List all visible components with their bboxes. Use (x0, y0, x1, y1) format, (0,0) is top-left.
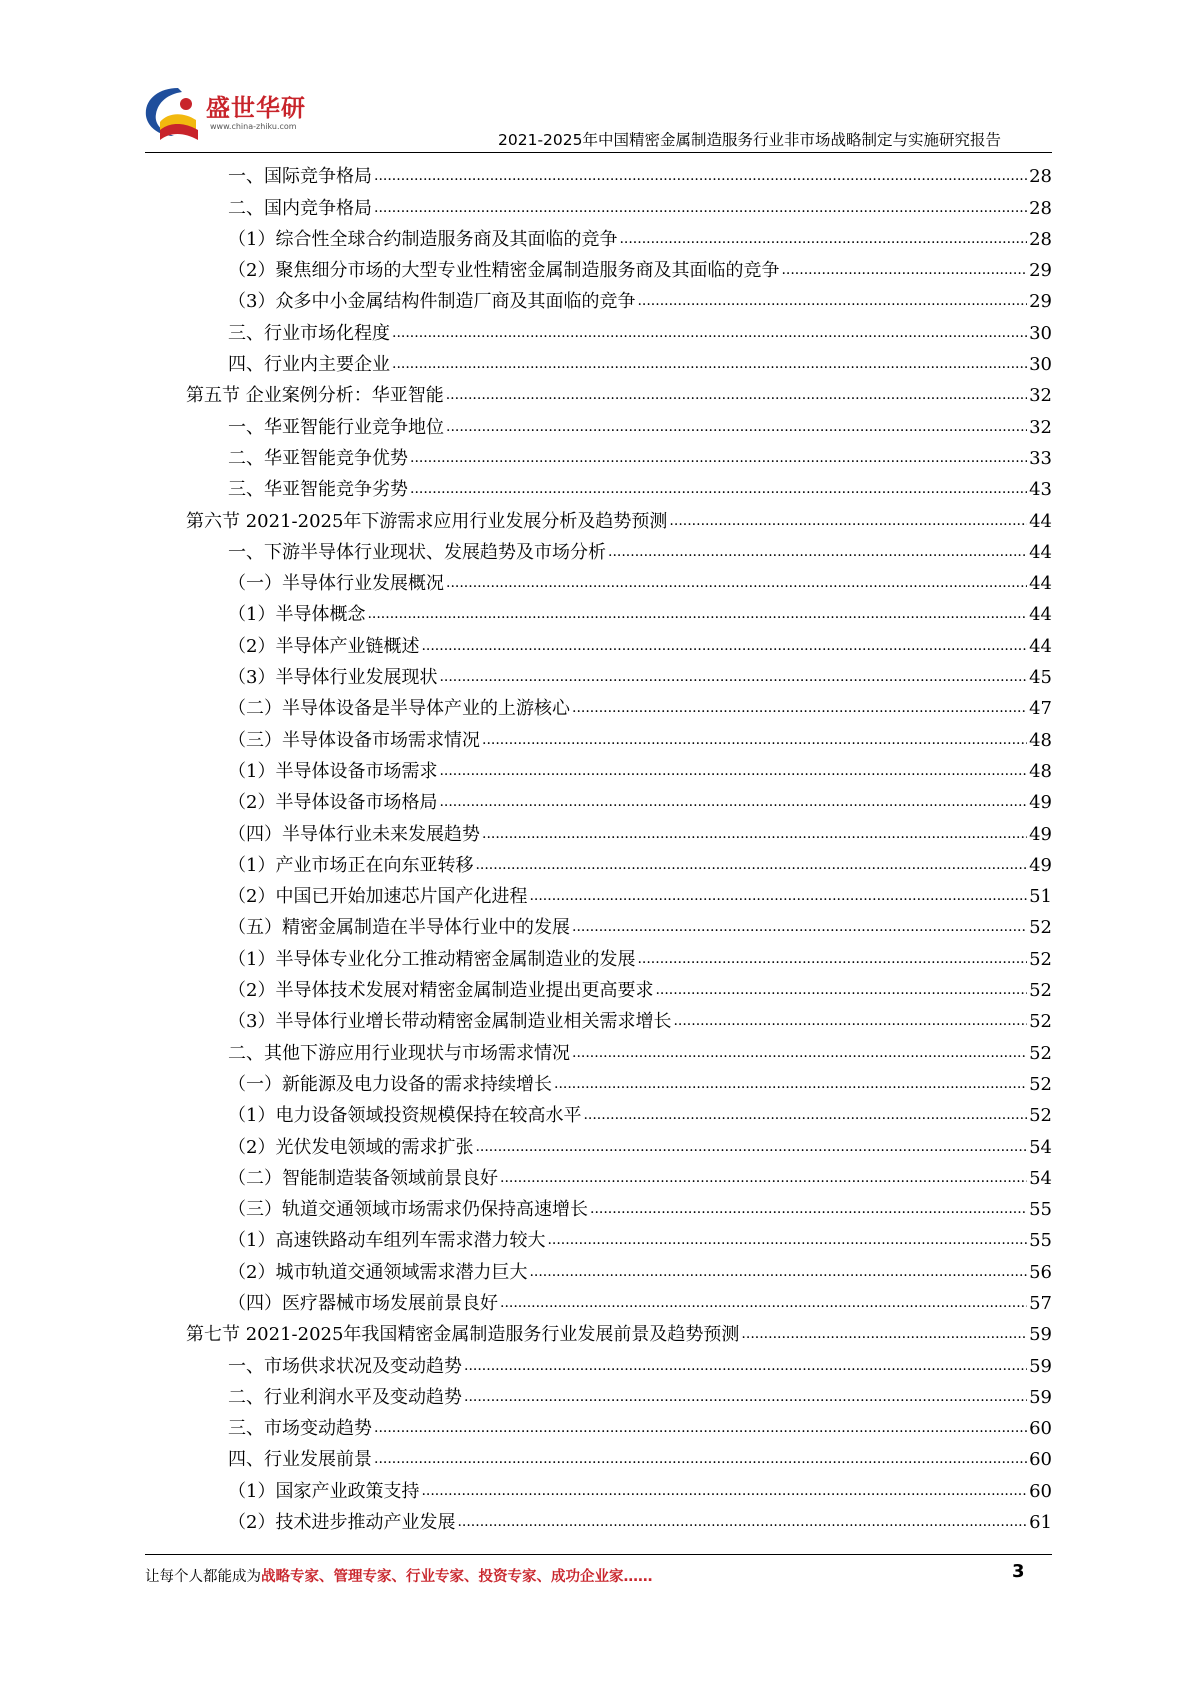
toc-entry[interactable] (186, 1288, 1052, 1319)
toc-entry-title: （1）半导体专业化分工推动精密金属制造业的发展 (228, 948, 636, 970)
toc-dot-leader (529, 881, 1027, 912)
toc-entry-page: 44 (1029, 604, 1052, 626)
toc-entry-title: 三、市场变动趋势 (228, 1418, 372, 1440)
toc-entry-title: 一、华亚智能行业竞争地位 (228, 416, 444, 438)
toc-entry-page: 30 (1029, 322, 1052, 344)
toc-entry-title: （2）城市轨道交通领域需求潜力巨大 (228, 1261, 528, 1283)
toc-dot-leader (367, 599, 1027, 630)
toc-entry-title: 一、市场供求状况及变动趋势 (228, 1355, 462, 1377)
toc-entry-page: 52 (1029, 1011, 1052, 1033)
toc-entry-page: 54 (1029, 1136, 1052, 1158)
toc-entry[interactable] (186, 286, 1052, 317)
toc-dot-leader (374, 193, 1027, 224)
toc-entry-title: （1）国家产业政策支持 (228, 1480, 420, 1502)
header-divider (145, 152, 1052, 153)
toc-entry[interactable] (186, 1444, 1052, 1475)
toc-entry[interactable] (186, 943, 1052, 974)
toc-entry-page: 52 (1029, 1073, 1052, 1095)
toc-entry-title: 四、行业发展前景 (228, 1449, 372, 1471)
toc-entry-page: 56 (1029, 1261, 1052, 1283)
toc-entry-title: （四）医疗器械市场发展前景良好 (228, 1292, 498, 1314)
toc-dot-leader (439, 787, 1027, 818)
toc-entry[interactable] (186, 474, 1052, 505)
toc-entry[interactable] (186, 411, 1052, 442)
toc-dot-leader (741, 1319, 1027, 1350)
toc-entry-page: 49 (1029, 823, 1052, 845)
toc-entry[interactable] (186, 881, 1052, 912)
toc-entry[interactable] (186, 1069, 1052, 1100)
toc-dot-leader (374, 1413, 1027, 1444)
company-logo (140, 82, 310, 148)
toc-entry-page: 57 (1029, 1292, 1052, 1314)
toc-entry[interactable] (186, 161, 1052, 192)
toc-dot-leader (669, 506, 1027, 537)
toc-entry[interactable] (186, 1319, 1052, 1350)
toc-entry-title: （2）中国已开始加速芯片国产化进程 (228, 886, 528, 908)
toc-entry-title: （2）技术进步推动产业发展 (228, 1512, 456, 1534)
slogan-prefix: 让每个人都能成为 (145, 1569, 261, 1585)
toc-entry[interactable] (186, 1006, 1052, 1037)
toc-entry-title: 第七节 2021-2025年我国精密金属制造服务行业发展前景及趋势预测 (186, 1324, 740, 1346)
toc-dot-leader (475, 850, 1027, 881)
toc-entry[interactable] (186, 662, 1052, 693)
toc-dot-leader (392, 349, 1027, 380)
toc-entry[interactable] (186, 1225, 1052, 1256)
toc-entry-title: （四）半导体行业未来发展趋势 (228, 823, 480, 845)
toc-entry-title: （五）精密金属制造在半导体行业中的发展 (228, 917, 570, 939)
toc-entry[interactable] (186, 443, 1052, 474)
toc-entry-title: 第六节 2021-2025年下游需求应用行业发展分析及趋势预测 (186, 510, 668, 532)
toc-entry-title: （1）综合性全球合约制造服务商及其面临的竞争 (228, 228, 618, 250)
toc-dot-leader (637, 944, 1027, 975)
toc-entry[interactable] (186, 1382, 1052, 1413)
logo-swirl-icon (140, 82, 210, 148)
toc-entry-page: 32 (1029, 385, 1052, 407)
toc-dot-leader (475, 1132, 1027, 1163)
toc-entry-title: 二、其他下游应用行业现状与市场需求情况 (228, 1042, 570, 1064)
toc-entry-page: 49 (1029, 792, 1052, 814)
toc-dot-leader (655, 975, 1027, 1006)
toc-dot-leader (464, 1351, 1027, 1382)
toc-entry-page: 60 (1029, 1480, 1052, 1502)
toc-entry[interactable] (186, 568, 1052, 599)
toc-entry-title: （2）半导体产业链概述 (228, 635, 420, 657)
toc-entry[interactable] (186, 1507, 1052, 1538)
table-of-contents (186, 161, 1052, 1538)
toc-dot-leader (392, 318, 1027, 349)
report-title: 2021-2025年中国精密金属制造服务行业非市场战略制定与实施研究报告 (498, 131, 1001, 149)
toc-entry-title: （3）半导体行业增长带动精密金属制造业相关需求增长 (228, 1011, 672, 1033)
toc-entry[interactable] (186, 224, 1052, 255)
toc-entry-page: 60 (1029, 1449, 1052, 1471)
toc-entry-page: 45 (1029, 667, 1052, 689)
toc-entry[interactable] (186, 1475, 1052, 1506)
toc-entry-page: 29 (1029, 260, 1052, 282)
toc-entry[interactable] (186, 787, 1052, 818)
toc-entry[interactable] (186, 724, 1052, 755)
toc-entry-page: 44 (1029, 541, 1052, 563)
toc-dot-leader (439, 756, 1027, 787)
toc-dot-leader (572, 912, 1027, 943)
toc-entry-title: （2）聚焦细分市场的大型专业性精密金属制造服务商及其面临的竞争 (228, 260, 780, 282)
toc-entry-title: （一）新能源及电力设备的需求持续增长 (228, 1073, 552, 1095)
toc-entry[interactable] (186, 1256, 1052, 1287)
toc-entry[interactable] (186, 599, 1052, 630)
toc-dot-leader (482, 725, 1027, 756)
logo-text: 盛世华研 (206, 94, 306, 122)
toc-dot-leader (421, 1476, 1027, 1507)
toc-dot-leader (500, 1288, 1027, 1319)
toc-dot-leader (446, 568, 1027, 599)
toc-entry-title: 一、下游半导体行业现状、发展趋势及市场分析 (228, 541, 606, 563)
toc-entry[interactable] (186, 1350, 1052, 1381)
toc-entry[interactable] (186, 1194, 1052, 1225)
toc-entry-title: （3）众多中小金属结构件制造厂商及其面临的竞争 (228, 291, 636, 313)
toc-entry-page: 55 (1029, 1230, 1052, 1252)
toc-entry-page: 28 (1029, 166, 1052, 188)
toc-dot-leader (410, 443, 1027, 474)
toc-dot-leader (446, 412, 1027, 443)
toc-entry-page: 48 (1029, 760, 1052, 782)
toc-entry-title: （1）产业市场正在向东亚转移 (228, 854, 474, 876)
toc-entry-title: （三）轨道交通领域市场需求仍保持高速增长 (228, 1199, 588, 1221)
toc-entry[interactable] (186, 756, 1052, 787)
toc-entry[interactable] (186, 380, 1052, 411)
toc-entry-title: （二）智能制造装备领域前景良好 (228, 1167, 498, 1189)
toc-dot-leader (608, 537, 1027, 568)
toc-entry-page: 52 (1029, 980, 1052, 1002)
toc-entry-page: 30 (1029, 354, 1052, 376)
toc-entry-page: 51 (1029, 886, 1052, 908)
toc-entry-page: 28 (1029, 197, 1052, 219)
toc-entry[interactable] (186, 349, 1052, 380)
toc-entry-page: 60 (1029, 1418, 1052, 1440)
toc-dot-leader (572, 1038, 1027, 1069)
toc-dot-leader (457, 1507, 1027, 1538)
toc-dot-leader (583, 1100, 1027, 1131)
toc-entry-page: 49 (1029, 854, 1052, 876)
toc-dot-leader (439, 662, 1027, 693)
footer-slogan (145, 1565, 653, 1586)
toc-entry-title: （1）电力设备领域投资规模保持在较高水平 (228, 1105, 582, 1127)
toc-entry-title: （1）半导体概念 (228, 604, 366, 626)
toc-dot-leader (637, 286, 1027, 317)
toc-dot-leader (464, 1382, 1027, 1413)
toc-entry-title: 三、行业市场化程度 (228, 322, 390, 344)
slogan-highlight: 战略专家、管理专家、行业专家、投资专家、成功企业家…… (261, 1569, 653, 1585)
toc-entry-title: 三、华亚智能竞争劣势 (228, 479, 408, 501)
toc-entry-page: 54 (1029, 1167, 1052, 1189)
toc-entry-page: 52 (1029, 948, 1052, 970)
toc-dot-leader (781, 255, 1027, 286)
toc-entry-title: 二、行业利润水平及变动趋势 (228, 1386, 462, 1408)
toc-entry[interactable] (186, 912, 1052, 943)
toc-entry-title: （2）半导体技术发展对精密金属制造业提出更高要求 (228, 980, 654, 1002)
toc-dot-leader (374, 161, 1027, 192)
toc-entry-page: 61 (1029, 1512, 1052, 1534)
toc-entry[interactable] (186, 693, 1052, 724)
toc-entry[interactable] (186, 818, 1052, 849)
toc-entry-title: 一、国际竞争格局 (228, 166, 372, 188)
toc-entry-page: 44 (1029, 510, 1052, 532)
toc-entry-page: 43 (1029, 479, 1052, 501)
toc-entry[interactable] (186, 505, 1052, 536)
toc-entry-title: （1）半导体设备市场需求 (228, 760, 438, 782)
footer-divider (145, 1554, 1052, 1555)
toc-dot-leader (590, 1194, 1027, 1225)
toc-entry[interactable] (186, 317, 1052, 348)
toc-entry-page: 44 (1029, 635, 1052, 657)
toc-dot-leader (572, 693, 1027, 724)
toc-entry-title: 四、行业内主要企业 (228, 354, 390, 376)
page-number: 3 (1012, 1561, 1025, 1582)
toc-dot-leader (673, 1006, 1027, 1037)
toc-entry[interactable] (186, 1037, 1052, 1068)
toc-entry-page: 44 (1029, 573, 1052, 595)
toc-dot-leader (410, 474, 1027, 505)
toc-entry-title: （3）半导体行业发展现状 (228, 667, 438, 689)
toc-entry-page: 48 (1029, 729, 1052, 751)
toc-dot-leader (446, 380, 1027, 411)
toc-entry-title: （二）半导体设备是半导体产业的上游核心 (228, 698, 570, 720)
toc-entry-title: （2）半导体设备市场格局 (228, 792, 438, 814)
toc-entry-title: 二、国内竞争格局 (228, 197, 372, 219)
toc-entry-page: 33 (1029, 447, 1052, 469)
toc-entry-title: 二、华亚智能竞争优势 (228, 447, 408, 469)
toc-entry-page: 59 (1029, 1324, 1052, 1346)
toc-entry-page: 47 (1029, 698, 1052, 720)
toc-entry[interactable] (186, 1413, 1052, 1444)
toc-entry-title: 第五节 企业案例分析：华亚智能 (186, 385, 444, 407)
page-header (0, 0, 1191, 160)
toc-entry[interactable] (186, 537, 1052, 568)
toc-dot-leader (547, 1225, 1027, 1256)
toc-entry-page: 59 (1029, 1355, 1052, 1377)
toc-entry-title: （1）高速铁路动车组列车需求潜力较大 (228, 1230, 546, 1252)
toc-entry[interactable] (186, 975, 1052, 1006)
toc-dot-leader (529, 1257, 1027, 1288)
toc-entry[interactable] (186, 850, 1052, 881)
toc-entry[interactable] (186, 255, 1052, 286)
toc-entry-title: （一）半导体行业发展概况 (228, 573, 444, 595)
toc-entry[interactable] (186, 1163, 1052, 1194)
toc-dot-leader (421, 631, 1027, 662)
logo-url: www.china-zhiku.com (210, 122, 297, 131)
toc-entry-page: 55 (1029, 1199, 1052, 1221)
toc-dot-leader (619, 224, 1027, 255)
toc-entry[interactable] (186, 192, 1052, 223)
toc-entry-page: 52 (1029, 917, 1052, 939)
toc-dot-leader (554, 1069, 1027, 1100)
toc-entry-page: 59 (1029, 1386, 1052, 1408)
toc-dot-leader (482, 819, 1027, 850)
toc-entry[interactable] (186, 630, 1052, 661)
toc-dot-leader (374, 1444, 1027, 1475)
toc-entry-title: （2）光伏发电领域的需求扩张 (228, 1136, 474, 1158)
toc-entry[interactable] (186, 1100, 1052, 1131)
toc-entry-page: 52 (1029, 1105, 1052, 1127)
toc-dot-leader (500, 1163, 1027, 1194)
toc-entry-page: 28 (1029, 228, 1052, 250)
toc-entry-page: 29 (1029, 291, 1052, 313)
toc-entry-title: （三）半导体设备市场需求情况 (228, 729, 480, 751)
toc-entry-page: 32 (1029, 416, 1052, 438)
toc-entry[interactable] (186, 1131, 1052, 1162)
toc-entry-page: 52 (1029, 1042, 1052, 1064)
